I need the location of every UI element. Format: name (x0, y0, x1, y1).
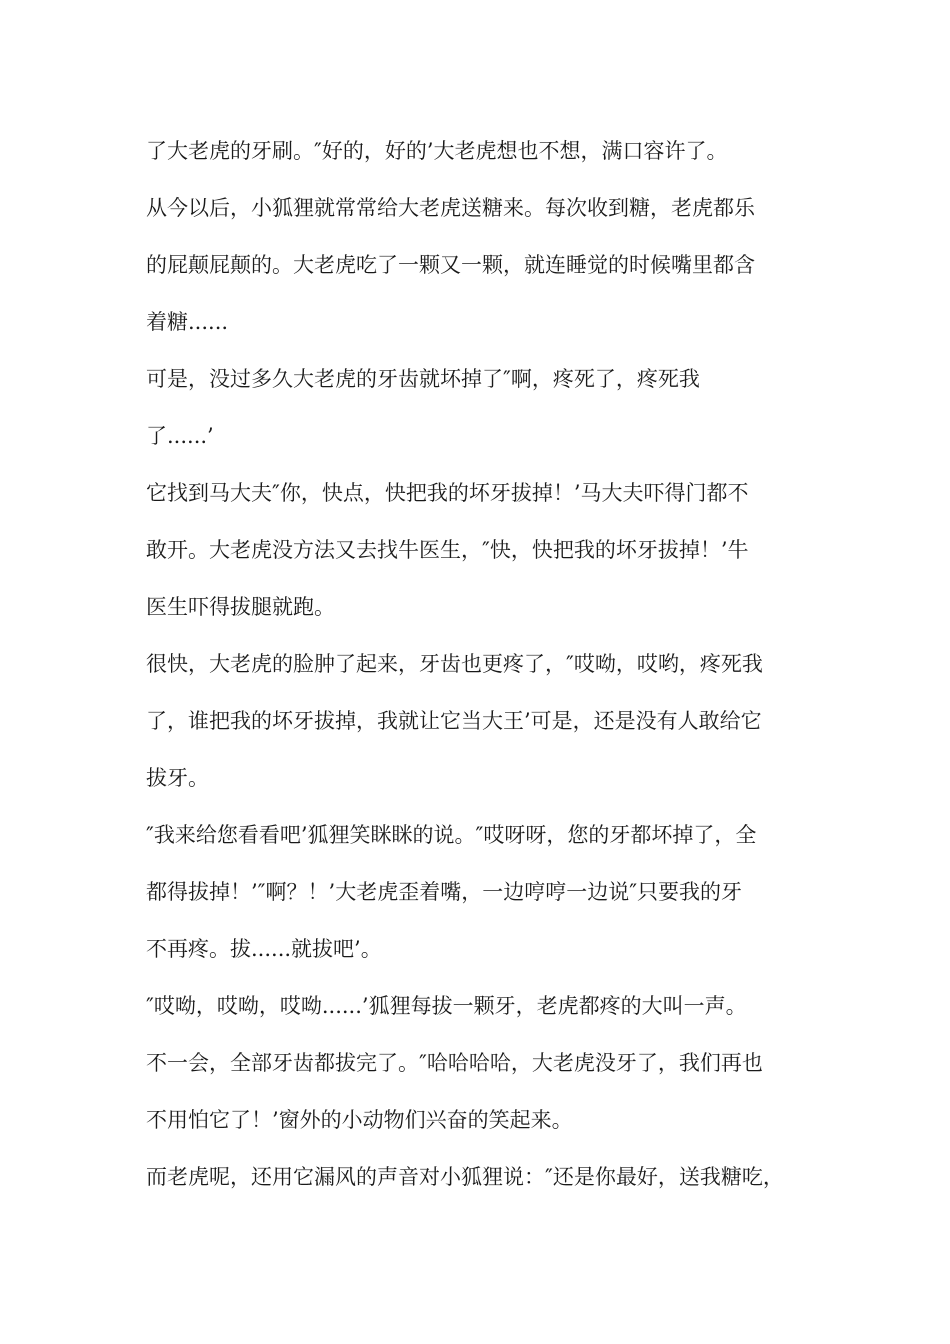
text-line: 而老虎呢，还用它漏风的声音对小狐狸说：″还是你最好，送我糖吃， (146, 1165, 784, 1189)
text-line: 了......’ (146, 424, 214, 448)
text-line: 的屁颠屁颠的。大老虎吃了一颗又一颗，就连睡觉的时候嘴里都含 (146, 253, 755, 277)
text-line: 了，谁把我的坏牙拔掉，我就让它当大王’可是，还是没有人敢给它 (146, 709, 762, 733)
text-line: 它找到马大夫″你，快点，快把我的坏牙拔掉！’马大夫吓得门都不 (146, 481, 749, 505)
text-line: 很快，大老虎的脸肿了起来，牙齿也更疼了，″哎呦，哎哟，疼死我 (146, 652, 763, 676)
text-line: 拔牙。 (146, 766, 209, 790)
text-line: ″我来给您看看吧’狐狸笑眯眯的说。″哎呀呀，您的牙都坏掉了，全 (146, 823, 757, 847)
text-line: 不用怕它了！’窗外的小动物们兴奋的笑起来。 (146, 1108, 573, 1132)
text-line: 不一会，全部牙齿都拔完了。″哈哈哈哈，大老虎没牙了，我们再也 (146, 1051, 763, 1075)
text-line: 了大老虎的牙刷。″好的，好的’大老虎想也不想，满口容许了。 (146, 139, 728, 163)
text-line: 从今以后，小狐狸就常常给大老虎送糖来。每次收到糖，老虎都乐 (146, 196, 755, 220)
text-line: 着糖...... (146, 310, 229, 334)
text-line: 敢开。大老虎没方法又去找牛医生，″快，快把我的坏牙拔掉！’牛 (146, 538, 749, 562)
story-text (146, 131, 826, 1214)
text-line: 可是，没过多久大老虎的牙齿就坏掉了″啊，疼死了，疼死我 (146, 367, 700, 391)
text-line: 都得拔掉！’″啊？！’大老虎歪着嘴，一边哼哼一边说″只要我的牙 (146, 880, 743, 904)
text-line: 不再疼。拔......就拔吧’。 (146, 937, 382, 961)
text-line: ″哎呦，哎呦，哎呦......’狐狸每拔一颗牙，老虎都疼的大叫一声。 (146, 994, 747, 1018)
text-line: 医生吓得拔腿就跑。 (146, 595, 335, 619)
